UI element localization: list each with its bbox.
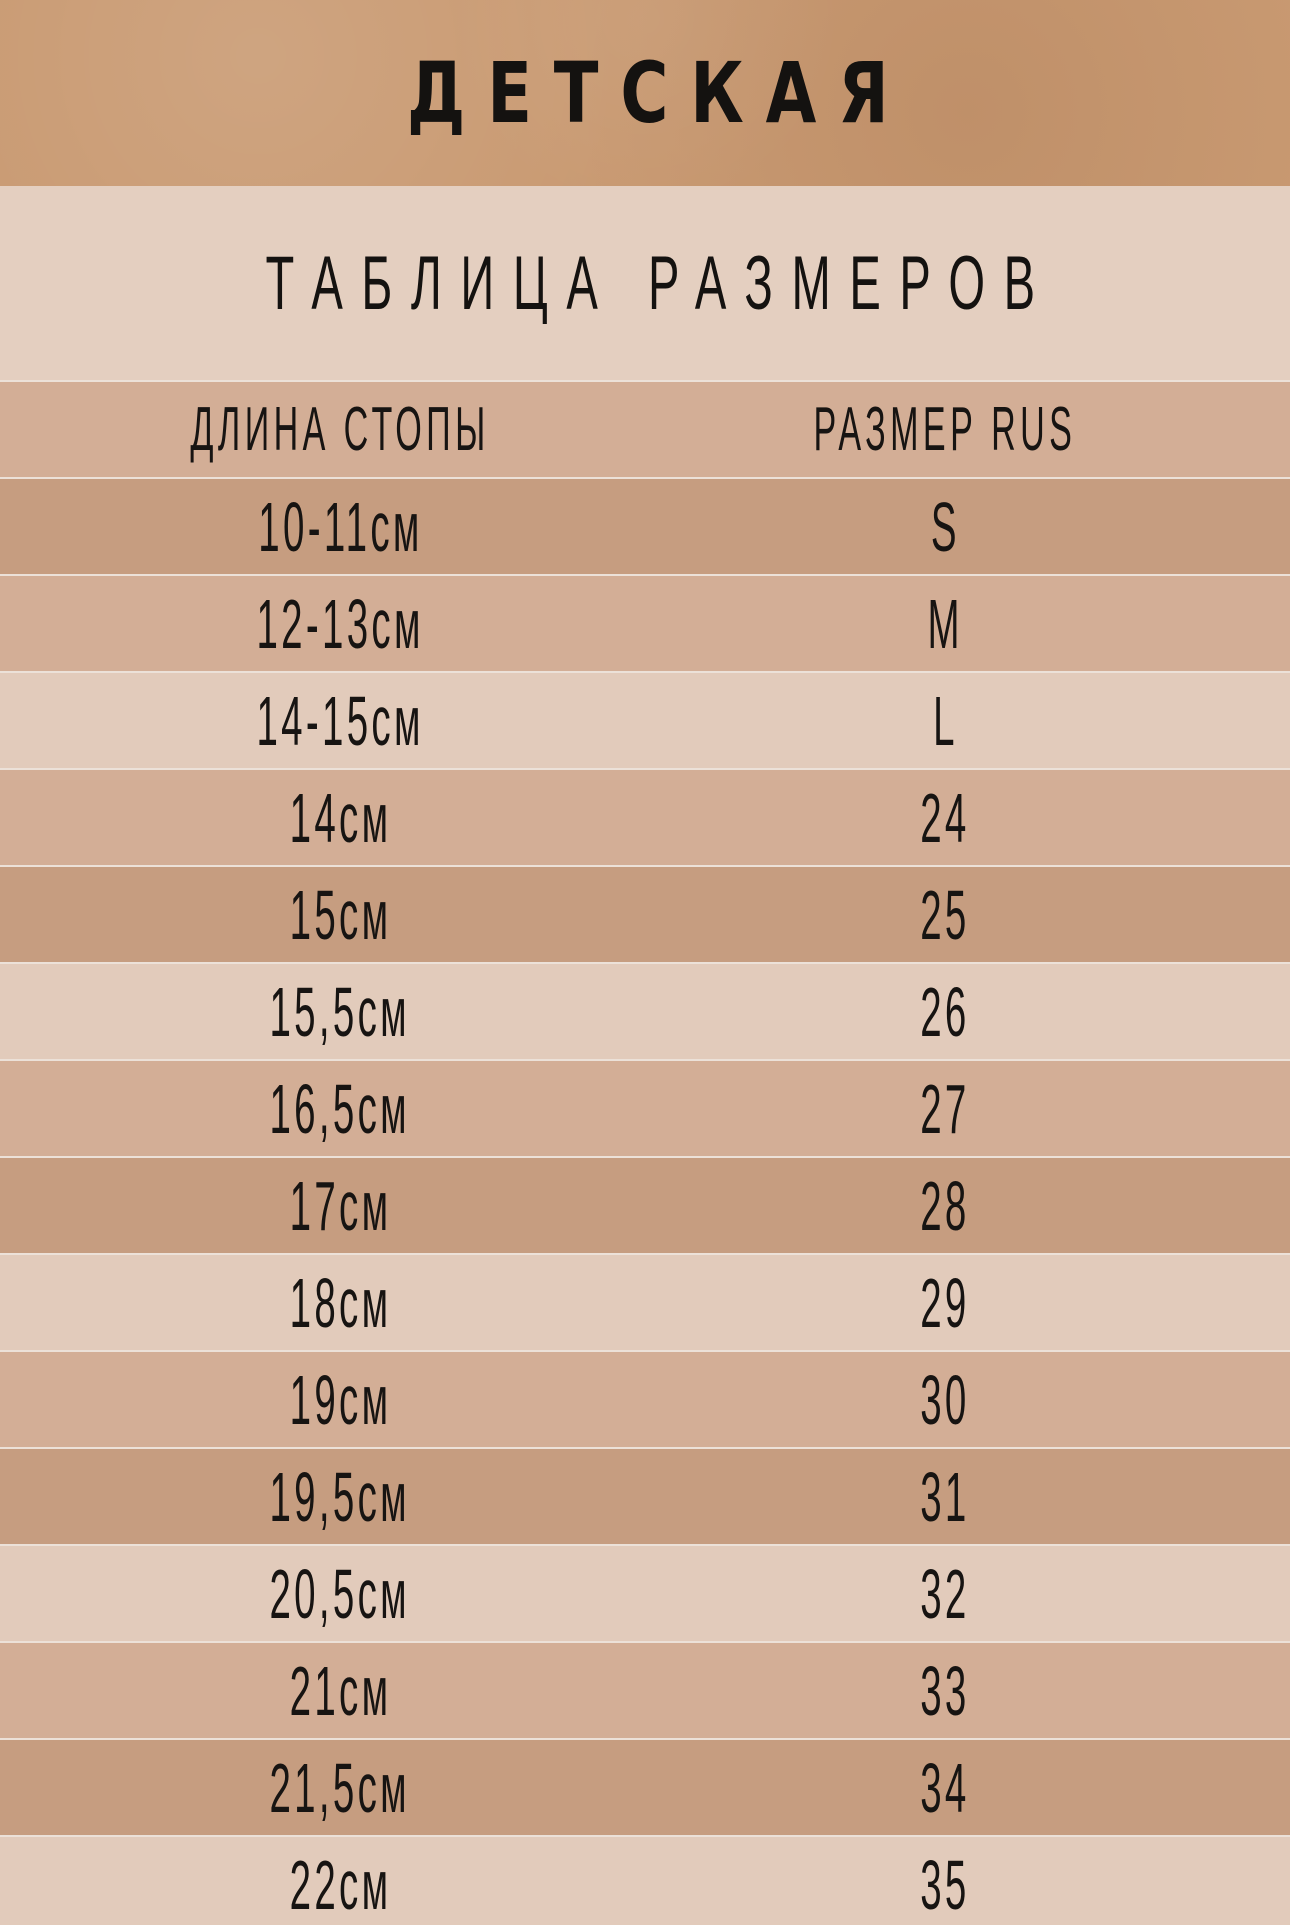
foot-length-value: 21,5см: [269, 1748, 411, 1827]
size-rus-value: 32: [920, 1554, 970, 1633]
foot-length-value: 12-13см: [256, 584, 424, 663]
size-rus-cell: [780, 1837, 1110, 1925]
table-row: [0, 1156, 1290, 1253]
table-row: [0, 1738, 1290, 1835]
table-row: [0, 1641, 1290, 1738]
size-rus-cell: [780, 1061, 1110, 1156]
size-rus-cell: [780, 479, 1110, 574]
size-table: [0, 380, 1290, 1925]
size-rus-value: M: [927, 584, 963, 663]
column-header-size-rus: [780, 382, 1110, 477]
size-rus-cell: [780, 1352, 1110, 1447]
size-rus-value: 34: [920, 1748, 970, 1827]
foot-length-cell: [130, 1546, 550, 1641]
foot-length-cell: [130, 1352, 550, 1447]
table-row: [0, 1253, 1290, 1350]
size-rus-value: 35: [920, 1845, 970, 1924]
table-row: [0, 477, 1290, 574]
size-rus-value: 26: [920, 972, 970, 1051]
table-row: [0, 1350, 1290, 1447]
column-header-foot-length-label: ДЛИНА СТОПЫ: [190, 395, 490, 464]
table-row: [0, 1544, 1290, 1641]
size-rus-cell: [780, 1449, 1110, 1544]
table-body: [0, 477, 1290, 1925]
foot-length-value: 15см: [289, 875, 391, 954]
table-row: [0, 574, 1290, 671]
foot-length-cell: [130, 964, 550, 1059]
foot-length-value: 14-15см: [256, 681, 424, 760]
foot-length-value: 20,5см: [269, 1554, 411, 1633]
size-rus-cell: [780, 770, 1110, 865]
foot-length-value: 22см: [289, 1845, 391, 1924]
size-rus-cell: [780, 964, 1110, 1059]
size-rus-value: 29: [920, 1263, 970, 1342]
size-rus-value: 33: [920, 1651, 970, 1730]
table-row: [0, 1835, 1290, 1925]
foot-length-value: 10-11см: [257, 487, 423, 566]
table-row: [0, 865, 1290, 962]
table-row: [0, 962, 1290, 1059]
foot-length-cell: [130, 673, 550, 768]
foot-length-value: 15,5см: [269, 972, 411, 1051]
page-title: ДЕТСКАЯ: [407, 44, 911, 142]
foot-length-cell: [130, 1061, 550, 1156]
foot-length-value: 16,5см: [269, 1069, 411, 1148]
size-rus-cell: [780, 1546, 1110, 1641]
size-rus-cell: [780, 1158, 1110, 1253]
size-rus-value: 28: [920, 1166, 970, 1245]
foot-length-cell: [130, 1255, 550, 1350]
subtitle-band: [0, 186, 1290, 380]
foot-length-cell: [130, 770, 550, 865]
foot-length-value: 19см: [289, 1360, 391, 1439]
foot-length-cell: [130, 479, 550, 574]
foot-length-cell: [130, 1740, 550, 1835]
size-rus-value: 25: [920, 875, 970, 954]
size-rus-cell: [780, 576, 1110, 671]
size-rus-value: 24: [920, 778, 970, 857]
foot-length-cell: [130, 867, 550, 962]
table-row: [0, 671, 1290, 768]
size-rus-cell: [780, 1643, 1110, 1738]
column-header-foot-length: [130, 382, 550, 477]
foot-length-value: 14см: [289, 778, 391, 857]
column-header-size-rus-label: РАЗМЕР RUS: [813, 395, 1077, 464]
foot-length-cell: [130, 1837, 550, 1925]
table-header-row: [0, 380, 1290, 477]
size-rus-cell: [780, 1255, 1110, 1350]
table-row: [0, 768, 1290, 865]
size-rus-cell: [780, 867, 1110, 962]
foot-length-cell: [130, 576, 550, 671]
foot-length-value: 18см: [289, 1263, 391, 1342]
size-rus-value: L: [932, 681, 958, 760]
foot-length-cell: [130, 1158, 550, 1253]
foot-length-value: 17см: [289, 1166, 391, 1245]
foot-length-cell: [130, 1449, 550, 1544]
table-row: [0, 1447, 1290, 1544]
size-rus-value: 27: [920, 1069, 970, 1148]
foot-length-cell: [130, 1643, 550, 1738]
foot-length-value: 21см: [289, 1651, 391, 1730]
size-rus-cell: [780, 673, 1110, 768]
size-rus-value: S: [930, 487, 960, 566]
size-rus-value: 30: [920, 1360, 970, 1439]
table-row: [0, 1059, 1290, 1156]
size-rus-value: 31: [920, 1457, 970, 1536]
foot-length-value: 19,5см: [269, 1457, 411, 1536]
size-rus-cell: [780, 1740, 1110, 1835]
page-subtitle: ТАБЛИЦА РАЗМЕРОВ: [265, 240, 1055, 326]
header-banner: [0, 0, 1290, 186]
